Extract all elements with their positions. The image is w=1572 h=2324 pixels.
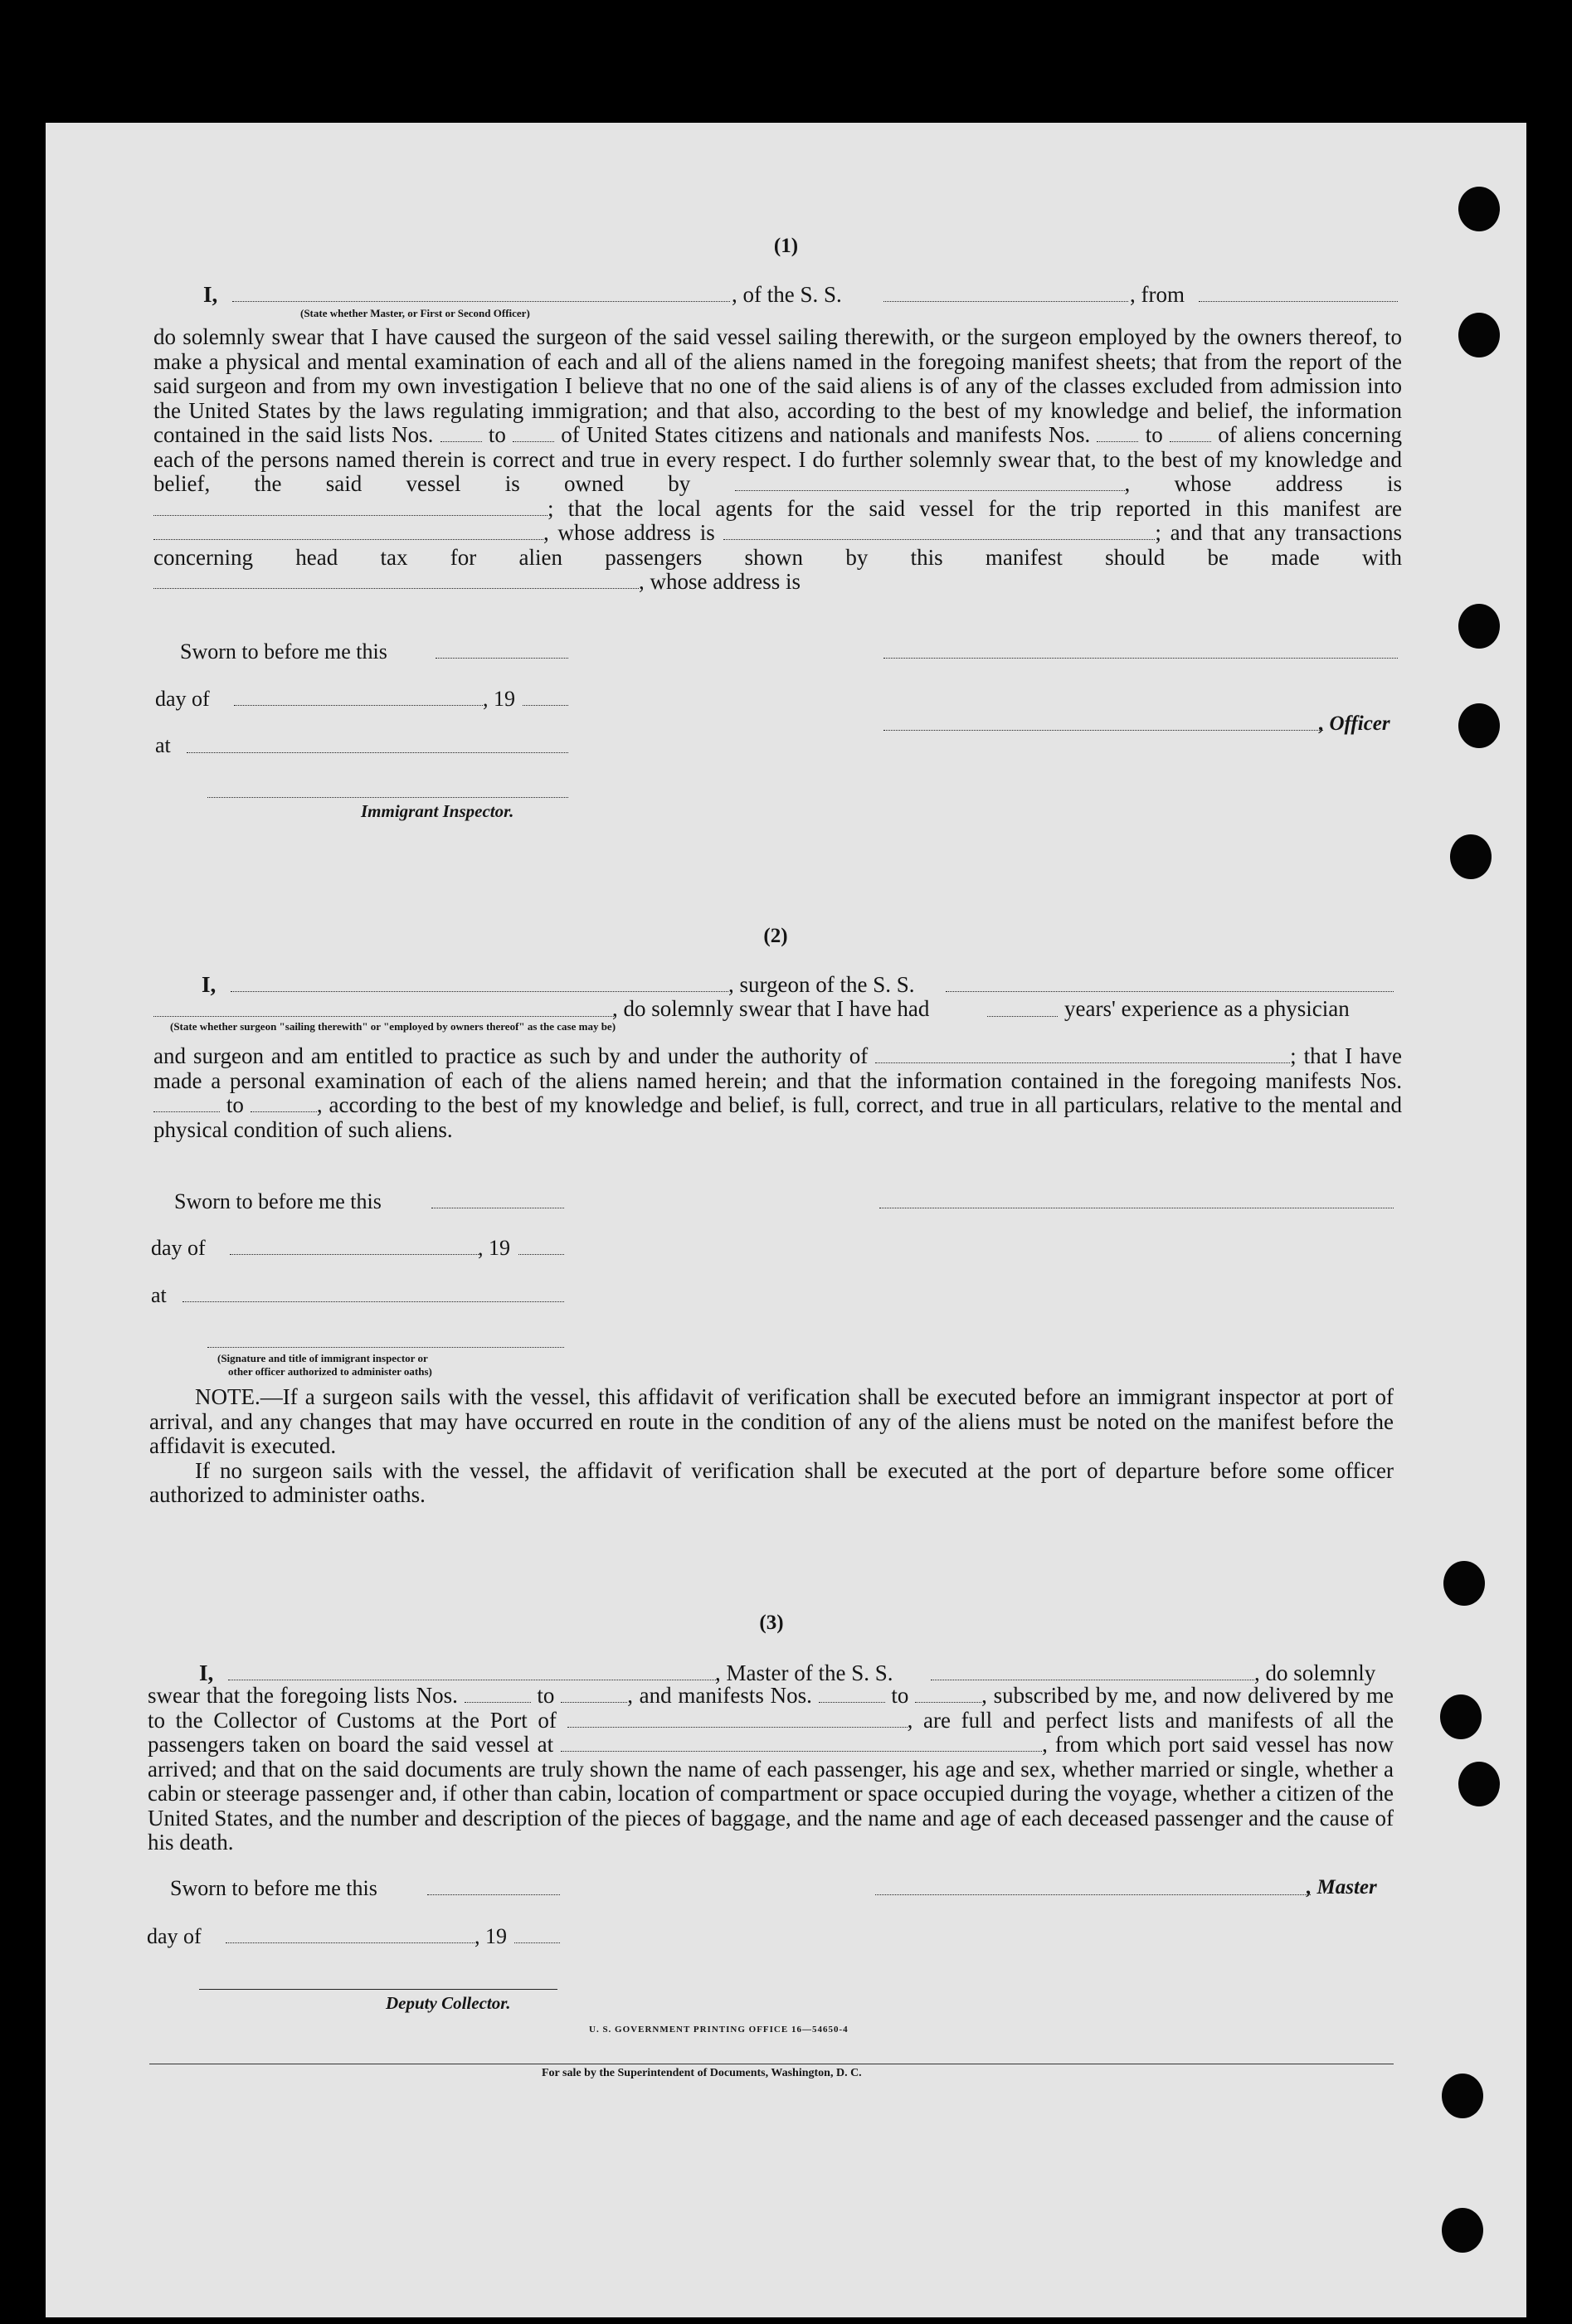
do-solemnly-label: , do solemnly swear that I have had bbox=[612, 996, 930, 1021]
signature-caption: (Signature and title of immigrant inspector or bbox=[217, 1352, 428, 1364]
agent-address-field[interactable] bbox=[723, 524, 1155, 540]
month-field[interactable] bbox=[234, 705, 483, 706]
month-field[interactable] bbox=[230, 1254, 479, 1255]
section1-oath-text: do solemnly swear that I have caused the surgeon of the said vessel sailing therewith, or the surgeon employed by the owners thereof, to make a physical and mental examination of each and all of the aliens named in the foregoing manifest sheets; that from the report of the said surgeon and from my own investigation I believe that no one of the said aliens is of any of the classes excluded from admission into the United States by the laws regulating immigration; and that also, according to the best of my knowledge and belief, the information contained in the said lists Nos. to of United States citizens and nationals and manifests Nos. to of aliens concerning each of the persons named therein is correct and true in every respect. I do further solemnly swear that, to the best of my knowledge and belief, the said vessel is owned by , whose address is ; that the local agents for the said vessel for the trip reported in this manifest are , whose address is ; and that any transactions concerning head tax for alien passengers shown by this manifest should be made with , whose address is bbox=[153, 324, 1403, 594]
manifests-to-field[interactable] bbox=[251, 1096, 317, 1112]
at-label: at bbox=[151, 1283, 167, 1307]
at-label: at bbox=[155, 733, 171, 757]
from-label: , from bbox=[1130, 282, 1185, 307]
section3-i: I, bbox=[199, 1660, 214, 1685]
port-field[interactable] bbox=[567, 1712, 908, 1728]
manifests-from-field[interactable] bbox=[153, 1096, 220, 1112]
surgeon-ship-field[interactable] bbox=[946, 991, 1394, 992]
years-label: years' experience as a physician bbox=[1064, 996, 1350, 1021]
manifest-from-field[interactable] bbox=[1097, 426, 1138, 442]
section1-i: I, bbox=[203, 282, 218, 307]
section3-oath-text: swear that the foregoing lists Nos. to , and manifests Nos. to , subscribed by me, and now delivered by me to the Collector of Customs at the Port of , are full and perfect lists and manifests of all the passengers taken on board the said vessel at , from which port said vessel has now arrived; and that on the said documents are truly shown the name of each passenger, his age and sex, whether married or single, whether a cabin or steerage passenger and, if other than cabin, location of compartment or space occupied during the voyage, whether a citizen of the United States, and the number and description of the pieces of baggage, and the name and age of each deceased passenger and the cause of his death. bbox=[148, 1683, 1394, 1855]
note-label: NOTE. bbox=[195, 1384, 260, 1409]
at-place-field[interactable] bbox=[187, 752, 568, 753]
officer-caption: , Officer bbox=[1319, 712, 1390, 735]
year-field[interactable] bbox=[523, 705, 568, 706]
year-field[interactable] bbox=[518, 1254, 564, 1255]
punch-hole bbox=[1442, 2208, 1483, 2253]
from-port-field[interactable] bbox=[1199, 301, 1398, 302]
manifests-from-field[interactable] bbox=[819, 1687, 885, 1703]
day-of-label: day of bbox=[155, 687, 210, 711]
punch-hole bbox=[1440, 1694, 1482, 1739]
local-agents-field[interactable] bbox=[153, 524, 543, 540]
punch-hole bbox=[1458, 187, 1500, 231]
year-label: , 19 bbox=[478, 1236, 510, 1260]
punch-hole bbox=[1458, 1762, 1500, 1806]
head-tax-party-field[interactable] bbox=[153, 573, 639, 589]
punch-hole bbox=[1458, 703, 1500, 748]
officer-caption: (State whether Master, or First or Second Officer) bbox=[300, 307, 530, 319]
surgeon-of-label: , surgeon of the S. S. bbox=[728, 972, 915, 997]
ship-name-field[interactable] bbox=[883, 301, 1128, 302]
manifests-to-field[interactable] bbox=[915, 1687, 981, 1703]
master-caption: , Master bbox=[1307, 1876, 1377, 1899]
inspector-signature-line[interactable] bbox=[207, 1347, 564, 1348]
day-of-label: day of bbox=[151, 1236, 206, 1260]
sworn-label: Sworn to before me this bbox=[170, 1876, 377, 1900]
section-number: (2) bbox=[763, 925, 788, 947]
owner-address-field[interactable] bbox=[153, 500, 548, 516]
year-label: , 19 bbox=[483, 687, 515, 711]
punch-hole bbox=[1458, 313, 1500, 357]
punch-hole bbox=[1443, 1561, 1485, 1606]
officer-title-line[interactable] bbox=[883, 730, 1323, 731]
punch-hole bbox=[1442, 2074, 1483, 2118]
departure-port-field[interactable] bbox=[561, 1736, 1042, 1752]
master-of-label: , Master of the S. S. bbox=[715, 1660, 893, 1685]
section-number: (1) bbox=[773, 235, 799, 257]
printing-office-note: U. S. GOVERNMENT PRINTING OFFICE 16—54650-4 bbox=[589, 2025, 849, 2035]
master-signature-line[interactable] bbox=[875, 1894, 1311, 1895]
inspector-caption: Immigrant Inspector. bbox=[361, 801, 514, 821]
at-place-field[interactable] bbox=[183, 1301, 564, 1302]
day-of-label: day of bbox=[147, 1924, 202, 1948]
owner-field[interactable] bbox=[735, 475, 1125, 491]
sworn-day-field[interactable] bbox=[427, 1894, 560, 1895]
deputy-caption: Deputy Collector. bbox=[386, 1993, 511, 2013]
month-field[interactable] bbox=[226, 1942, 475, 1943]
surgeon-status-field[interactable] bbox=[153, 1016, 614, 1017]
do-solemnly-label: , do solemnly bbox=[1254, 1660, 1376, 1685]
sworn-label: Sworn to before me this bbox=[180, 639, 387, 664]
of-the-ss-label: , of the S. S. bbox=[732, 282, 842, 307]
punch-hole bbox=[1450, 834, 1492, 879]
year-label: , 19 bbox=[475, 1924, 507, 1948]
section-number: (3) bbox=[759, 1612, 784, 1634]
sworn-label: Sworn to before me this bbox=[174, 1189, 382, 1213]
surgeon-name-field[interactable] bbox=[231, 991, 728, 992]
section2-oath-text: and surgeon and am entitled to practice as such by and under the authority of ; that I have made a personal examination of each of the aliens named herein; and that the information contained in the foregoing manifests Nos. to , according to the best of my knowledge and belief, is full, correct, and true in all particulars, relative to the mental and physical condition of such aliens. bbox=[153, 1043, 1403, 1142]
list-from-field[interactable] bbox=[440, 426, 482, 442]
officer-signature-line[interactable] bbox=[883, 658, 1398, 659]
note-text: NOTE.—If a surgeon sails with the vessel, this affidavit of verification shall be executed before an immigrant inspector at port of arrival, and any changes that may have occurred en route in the condition of any of the aliens must be noted on the manifest before the affidavit is executed. If no surgeon sails with the vessel, the affidavit of verification shall be executed at the port of departure before some officer authorized to administer oaths. bbox=[149, 1384, 1394, 1507]
lists-from-field[interactable] bbox=[465, 1687, 531, 1703]
punch-hole bbox=[1458, 604, 1500, 649]
lists-to-field[interactable] bbox=[561, 1687, 627, 1703]
list-to-field[interactable] bbox=[513, 426, 554, 442]
manifest-to-field[interactable] bbox=[1170, 426, 1211, 442]
signature-caption: other officer authorized to administer oaths) bbox=[228, 1365, 432, 1378]
for-sale-note: For sale by the Superintendent of Documents, Washington, D. C. bbox=[542, 2067, 862, 2079]
sworn-day-field[interactable] bbox=[436, 658, 568, 659]
inspector-signature-line[interactable] bbox=[207, 797, 568, 798]
officer-name-field[interactable] bbox=[232, 301, 730, 302]
section2-i: I, bbox=[202, 972, 217, 997]
surgeon-caption: (State whether surgeon "sailing therewith" or "employed by owners thereof" as the case may be) bbox=[170, 1020, 616, 1033]
authority-field[interactable] bbox=[875, 1048, 1290, 1063]
years-field[interactable] bbox=[987, 1016, 1058, 1017]
year-field[interactable] bbox=[514, 1942, 560, 1943]
deputy-signature-line[interactable] bbox=[199, 1989, 557, 1990]
